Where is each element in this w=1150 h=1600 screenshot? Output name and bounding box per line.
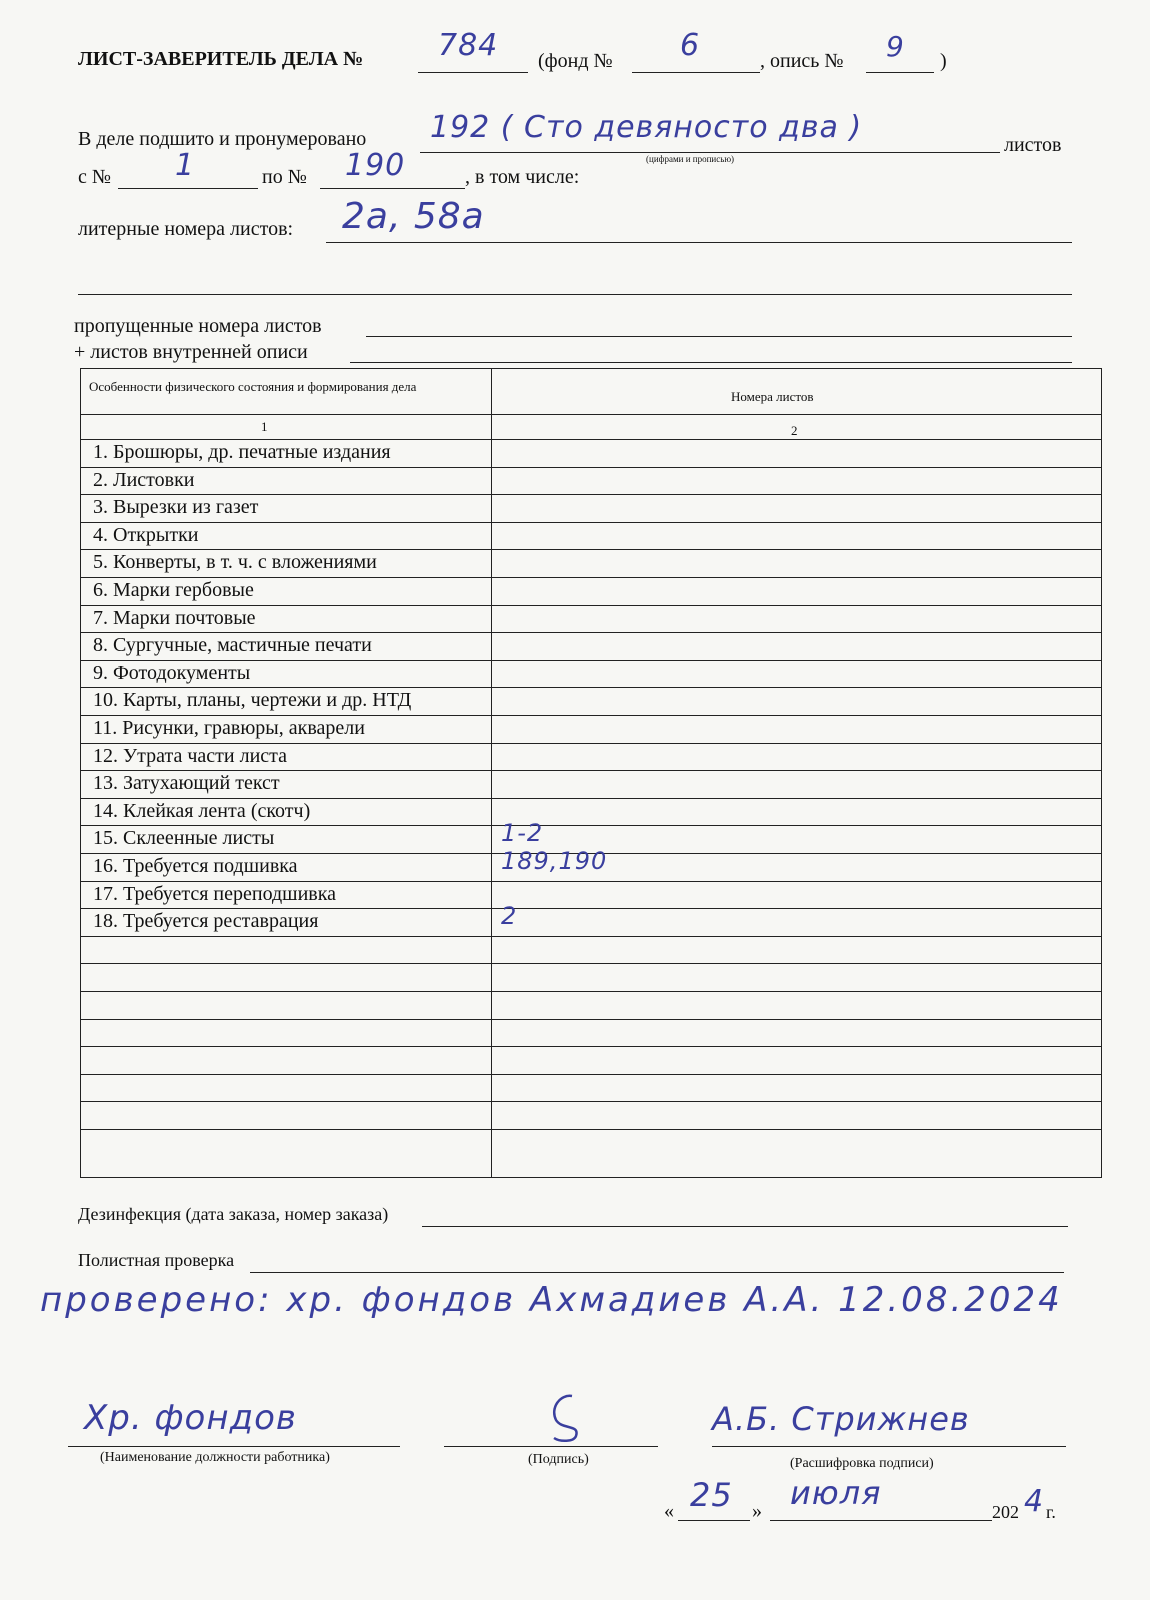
row-divider <box>81 936 1101 937</box>
col1-header: Особенности физического состояния и формирования дела <box>89 379 417 394</box>
digits-hint: (цифрами и прописью) <box>646 154 735 164</box>
disinfection-label: Дезинфекция (дата заказа, номер заказа) <box>78 1204 389 1224</box>
table-row-label: 11. Рисунки, гравюры, акварели <box>93 717 365 739</box>
row-divider <box>81 1046 1101 1047</box>
table-row-label: 18. Требуется реставрация <box>93 910 319 933</box>
blank-line <box>78 294 1072 295</box>
signature-caption: (Подпись) <box>528 1452 589 1467</box>
letter-value: 2а, 58а <box>342 196 485 237</box>
position-line <box>68 1446 400 1447</box>
column-divider <box>491 369 492 1177</box>
to-label: по № <box>262 166 307 188</box>
row-divider <box>81 715 1101 716</box>
to-line <box>320 188 465 189</box>
header-divider <box>81 414 1101 415</box>
row-divider <box>81 687 1101 688</box>
date-month: июля <box>790 1474 882 1512</box>
check-label: Полистная проверка <box>78 1250 235 1270</box>
row-divider <box>81 549 1101 550</box>
check-line <box>250 1272 1064 1273</box>
opis-number: 9 <box>886 30 905 63</box>
table-row-label: 4. Открытки <box>93 523 199 546</box>
date-day: 25 <box>690 1476 733 1514</box>
to-value: 190 <box>345 148 406 183</box>
close-paren: ) <box>940 50 947 72</box>
fond-no-line <box>632 72 760 73</box>
including-label: , в том числе: <box>465 166 580 188</box>
disinfection-line <box>422 1226 1068 1227</box>
sheet-title: ЛИСТ-ЗАВЕРИТЕЛЬ ДЕЛА № <box>78 48 364 70</box>
missing-label: пропущенные номера листов <box>74 315 322 337</box>
table-row-value: 2 <box>501 902 518 931</box>
inner-label: + листов внутренней описи <box>74 341 308 363</box>
name-value: А.Б. Стрижнев <box>712 1400 970 1438</box>
case-no-line <box>418 72 528 73</box>
table-row-label: 16. Требуется подшивка <box>93 855 298 877</box>
row-divider <box>81 881 1101 882</box>
row-divider <box>81 825 1101 826</box>
year-suffix: г. <box>1046 1502 1056 1522</box>
date-close: » <box>752 1500 762 1522</box>
row-divider <box>81 908 1101 909</box>
row-divider <box>81 770 1101 771</box>
fond-number: 6 <box>680 28 701 63</box>
table-row-label: 9. Фотодокументы <box>93 661 251 684</box>
table-row-label: 7. Марки почтовые <box>93 606 256 629</box>
table-row-label: 8. Сургучные, мастичные печати <box>93 634 372 657</box>
row-divider <box>81 494 1101 495</box>
col2-header: Номера листов <box>731 389 814 404</box>
name-line <box>712 1446 1066 1447</box>
missing-line <box>366 336 1072 337</box>
position-caption: (Наименование должности работника) <box>100 1450 330 1465</box>
table-row-label: 15. Склеенные листы <box>93 827 275 850</box>
table-row-label: 2. Листовки <box>93 468 195 491</box>
table-row-value: 189,190 <box>501 847 608 875</box>
sewn-line <box>420 152 1000 153</box>
date-open: « <box>664 1500 674 1522</box>
table-row-label: 6. Марки гербовые <box>93 579 254 601</box>
row-divider <box>81 1101 1101 1102</box>
row-divider <box>81 963 1101 964</box>
sheets-word: листов <box>1004 134 1062 156</box>
sewn-label: В деле подшито и пронумеровано <box>78 128 367 150</box>
opis-label: , опись № <box>760 50 844 72</box>
fond-label: (фонд № <box>538 50 613 72</box>
from-label: с № <box>78 166 111 188</box>
from-value: 1 <box>175 148 196 183</box>
year-prefix: 202 <box>992 1502 1019 1522</box>
table-row-label: 14. Клейкая лента (скотч) <box>93 799 311 822</box>
inner-line <box>350 362 1072 363</box>
signature-line <box>444 1446 658 1447</box>
table-row-label: 5. Конверты, в т. ч. с вложениями <box>93 551 377 574</box>
signature-mark <box>530 1390 600 1445</box>
row-divider <box>81 1129 1101 1130</box>
row-divider <box>81 632 1101 633</box>
condition-table <box>80 368 1102 1178</box>
year-digit: 4 <box>1024 1484 1045 1519</box>
sewn-value: 192 ( Сто девяносто два ) <box>430 110 863 145</box>
col1-number: 1 <box>261 419 268 434</box>
position-value: Хр. фондов <box>84 1398 297 1438</box>
row-divider <box>81 577 1101 578</box>
row-divider <box>81 660 1101 661</box>
table-row-label: 13. Затухающий текст <box>93 772 280 795</box>
table-row-label: 3. Вырезки из газет <box>93 496 259 519</box>
month-line <box>770 1520 992 1521</box>
table-row-label: 10. Карты, планы, чертежи и др. НТД <box>93 689 412 712</box>
row-divider <box>81 743 1101 744</box>
row-divider <box>81 798 1101 799</box>
row-divider <box>81 1074 1101 1075</box>
day-line <box>678 1520 750 1521</box>
row-divider <box>81 1019 1101 1020</box>
opis-no-line <box>866 72 934 73</box>
letter-line <box>326 242 1072 243</box>
table-row-value: 1-2 <box>501 819 544 848</box>
from-line <box>118 188 258 189</box>
name-caption: (Расшифровка подписи) <box>790 1456 934 1471</box>
case-number: 784 <box>438 28 499 63</box>
row-divider <box>81 605 1101 606</box>
row-divider <box>81 467 1101 468</box>
table-row-label: 17. Требуется переподшивка <box>93 882 337 905</box>
check-note: проверено: хр. фондов Ахмадиев А.А. 12.08.2024 <box>40 1280 1063 1320</box>
row-divider <box>81 991 1101 992</box>
table-row-label: 1. Брошюры, др. печатные издания <box>93 441 391 463</box>
table-row-label: 12. Утрата части листа <box>93 744 288 767</box>
col2-number: 2 <box>791 423 798 438</box>
row-divider <box>81 522 1101 523</box>
letter-label: литерные номера листов: <box>78 218 294 240</box>
row-divider <box>81 439 1101 440</box>
